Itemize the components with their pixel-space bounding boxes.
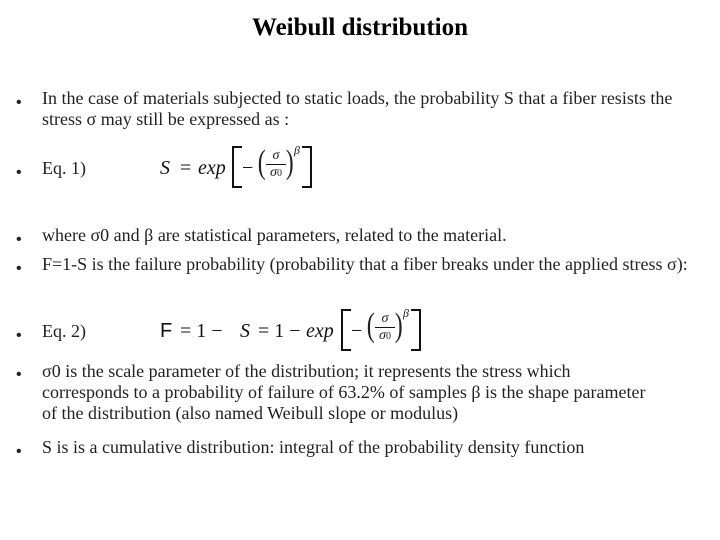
bullet-text-scale-parameter: σ0 is the scale parameter of the distribution; it represents the stress which corresponds to a probability of failure of 63.2% of samples β is the shape parameter of the distribution (also named Weibull slope or modulus) (42, 361, 646, 423)
eq2-part2: = 1 − (258, 320, 301, 342)
eq2-exponent: β (403, 306, 409, 320)
bullet-text-failure-probability: F=1-S is the failure probability (probability that a fiber breaks under the applied stress σ): (42, 254, 688, 274)
bullet-text-parameters: where σ0 and β are statistical parameters, related to the material. (42, 225, 507, 245)
eq1-left-paren: ( (257, 144, 266, 181)
eq1-label: Eq. 1) (42, 158, 86, 178)
eq2-part1: = 1 − (180, 320, 223, 342)
bullet-marker: • (16, 164, 22, 181)
eq2-left-paren: ( (366, 307, 375, 344)
page-title: Weibull distribution (251, 14, 469, 41)
eq2-den-sigma: σ (379, 328, 386, 343)
eq1-exponent: β (294, 143, 300, 157)
eq1-den-subscript: 0 (276, 168, 282, 179)
eq1-lhs: S (160, 157, 170, 179)
eq1-den-sigma: σ (270, 165, 277, 180)
eq2-right-paren: ) (394, 307, 403, 344)
eq2-right-bracket (411, 309, 421, 351)
eq1-denominator (266, 166, 286, 181)
eq2-numerator: σ (381, 311, 389, 326)
bullet-marker: • (16, 260, 22, 277)
eq1-right-bracket (302, 146, 312, 188)
eq1-numerator: σ (272, 148, 280, 163)
eq2-exp: exp (306, 320, 334, 342)
eq2-lhs: F (160, 320, 173, 342)
eq1-fraction (266, 149, 286, 181)
eq1-left-bracket (232, 146, 242, 188)
eq2-s: S (240, 320, 250, 342)
eq2-minus: − (351, 320, 363, 342)
eq1-minus: − (242, 157, 254, 179)
eq1-equals: = (180, 157, 192, 179)
eq2-fraction (375, 312, 395, 344)
eq2-label: Eq. 2) (42, 321, 86, 341)
bullet-marker: • (16, 231, 22, 248)
bullet-text-probability-s: In the case of materials subjected to static loads, the probability S that a fiber resists the stress σ may still be expressed as : (42, 88, 673, 129)
bullet-marker: • (16, 327, 22, 344)
eq1-right-paren: ) (285, 144, 294, 181)
eq2-den-subscript: 0 (385, 331, 391, 342)
eq1-exp: exp (198, 157, 226, 179)
eq2-left-bracket (341, 309, 351, 351)
eq2-denominator (375, 329, 395, 344)
bullet-marker: • (16, 366, 22, 383)
bullet-marker: • (16, 94, 22, 111)
bullet-marker: • (16, 443, 22, 460)
bullet-text-cumulative: S is is a cumulative distribution: integral of the probability density function (42, 437, 585, 457)
